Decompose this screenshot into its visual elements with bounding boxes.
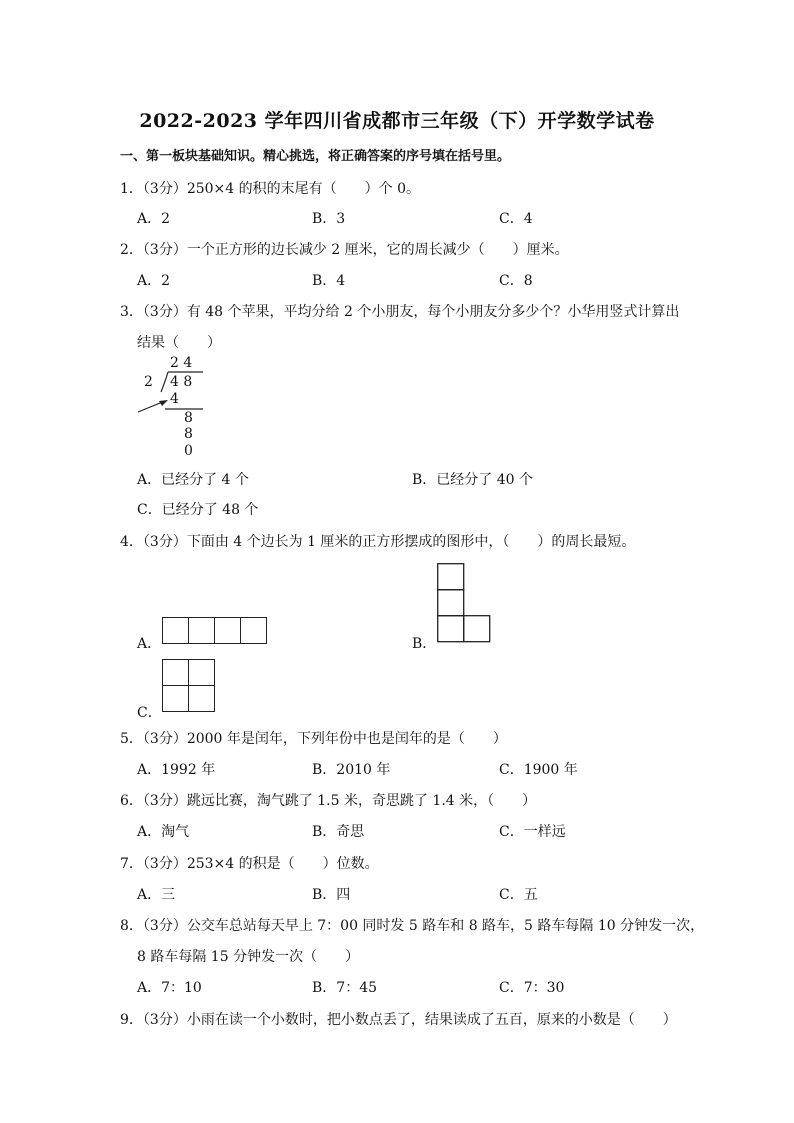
shape-a-row-of-four-squares [162, 617, 267, 644]
division-quotient: 2 4 [170, 355, 193, 371]
shape-c-two-by-two-square [162, 659, 215, 712]
division-dividend: 4 8 [170, 374, 193, 390]
q8-option-a: A．7：10 [137, 980, 202, 996]
question-6: 6．（3分）跳远比赛，淘气跳了 1.5 米，奇思跳了 1.4 米，（ ） [120, 793, 537, 809]
q4-option-a: A． [137, 636, 162, 652]
question-8: 8．（3分）公交车总站每天早上 7：00 同时发 5 路车和 8 路车，5 路车每隔 10 分钟发一次， [120, 918, 705, 934]
q2-option-a: A．2 [137, 273, 171, 289]
q6-option-b: B．奇思 [312, 824, 365, 840]
division-remainder: 0 [184, 443, 193, 459]
q2-option-c: C．8 [499, 273, 533, 289]
question-8-continued: 8 路车每隔 15 分钟发一次（ ） [137, 949, 360, 965]
q5-option-c: C．1900 年 [499, 762, 578, 778]
q3-option-a: A．已经分了 4 个 [137, 472, 249, 488]
q4-option-b: B． [412, 636, 437, 652]
q5-option-b: B．2010 年 [312, 762, 391, 778]
q1-option-b: B．3 [312, 211, 346, 227]
q4-option-c: C． [137, 705, 162, 721]
question-4: 4．（3分）下面由 4 个边长为 1 厘米的正方形摆成的图形中，（ ）的周长最短。 [120, 534, 636, 550]
q6-option-c: C．一样远 [499, 824, 566, 840]
q8-option-b: B．7：45 [312, 980, 378, 996]
shape-b-l-shape [437, 563, 493, 645]
q3-option-b: B．已经分了 40 个 [412, 472, 534, 488]
division-divisor: 2 [144, 374, 153, 390]
question-5: 5．（3分）2000 年是闰年，下列年份中也是闰年的是（ ） [120, 731, 507, 747]
question-7: 7．（3分）253×4 的积是（ ）位数。 [120, 856, 379, 872]
division-step-1: 4 [170, 391, 179, 407]
division-step-3: 8 [184, 426, 193, 442]
q8-option-c: C．7：30 [499, 980, 565, 996]
q1-option-c: C．4 [499, 211, 533, 227]
question-3-continued: 结果（ ） [137, 335, 221, 351]
question-9: 9．（3分）小雨在读一个小数时，把小数点丢了，结果读成了五百，原来的小数是（ ） [120, 1012, 677, 1028]
q7-option-b: B．四 [312, 887, 351, 903]
q7-option-a: A．三 [137, 887, 176, 903]
division-bracket-lines [135, 370, 205, 420]
question-2: 2．（3分）一个正方形的边长减少 2 厘米，它的周长减少（ ）厘米。 [120, 242, 569, 258]
question-3: 3．（3分）有 48 个苹果，平均分给 2 个小朋友，每个小朋友分多少个？小华用竖式计算出 [120, 304, 680, 320]
q7-option-c: C．五 [499, 887, 538, 903]
q6-option-a: A．淘气 [137, 824, 190, 840]
section-heading: 一、第一板块基础知识。精心挑选，将正确答案的序号填在括号里。 [120, 149, 511, 164]
q5-option-a: A．1992 年 [137, 762, 216, 778]
q2-option-b: B．4 [312, 273, 346, 289]
division-step-2: 8 [184, 410, 193, 426]
q1-option-a: A．2 [137, 211, 171, 227]
q3-option-c: C．已经分了 48 个 [137, 502, 259, 518]
page-title: 2022-2023 学年四川省成都市三年级（下）开学数学试卷 [139, 110, 655, 132]
question-1: 1．（3分）250×4 的积的末尾有（ ）个 0。 [120, 181, 420, 197]
